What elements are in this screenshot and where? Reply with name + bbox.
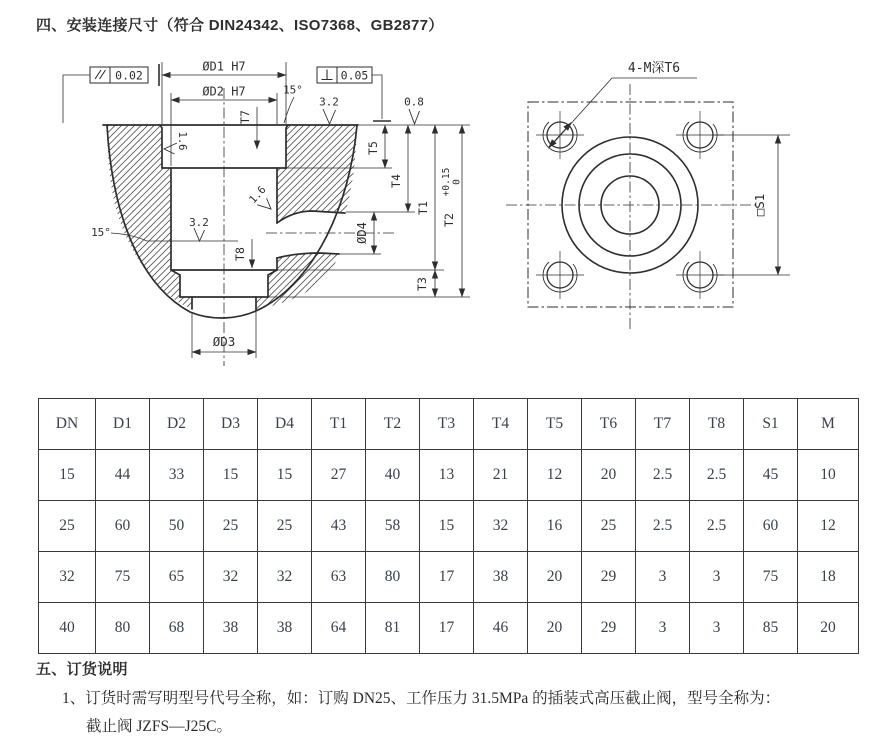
table-cell: 75 <box>744 552 798 603</box>
table-cell: 12 <box>798 501 859 552</box>
table-cell: 27 <box>312 450 366 501</box>
top-view-drawing <box>495 48 890 375</box>
table-cell: 2.5 <box>636 450 690 501</box>
label-ra32-top: 3.2 <box>319 95 339 109</box>
table-cell: 63 <box>312 552 366 603</box>
table-header-cell: S1 <box>744 399 798 450</box>
label-ra08: 0.8 <box>404 95 424 109</box>
label-ra16-b: 1.6 <box>246 183 269 207</box>
table-cell: 85 <box>744 603 798 654</box>
label-t3: T3 <box>415 277 429 291</box>
table-cell: 15 <box>204 450 258 501</box>
table-cell: 15 <box>258 450 312 501</box>
table-header-cell: T2 <box>366 399 420 450</box>
table-cell: 17 <box>420 603 474 654</box>
label-d2: ØD2 H7 <box>202 84 246 99</box>
table-cell: 40 <box>39 603 96 654</box>
table-row <box>39 603 859 654</box>
table-cell: 17 <box>420 552 474 603</box>
table-cell: 20 <box>798 603 859 654</box>
table-cell: 43 <box>312 501 366 552</box>
table-cell: 44 <box>96 450 150 501</box>
table-cell: 25 <box>258 501 312 552</box>
table-header-cell: T3 <box>420 399 474 450</box>
table-cell: 32 <box>474 501 528 552</box>
table-cell: 20 <box>528 552 582 603</box>
roughness-check-icon <box>323 109 336 124</box>
roughness-check-icon <box>409 109 420 124</box>
table-cell: 29 <box>582 603 636 654</box>
table-cell: 32 <box>258 552 312 603</box>
label-t4: T4 <box>389 174 403 188</box>
table-cell: 20 <box>582 450 636 501</box>
label-d3: ØD3 <box>212 334 236 349</box>
table-header-cell: D2 <box>150 399 204 450</box>
table-header-cell: M <box>798 399 859 450</box>
table-cell: 81 <box>366 603 420 654</box>
table-header-cell: D1 <box>96 399 150 450</box>
table-header-cell: DN <box>39 399 96 450</box>
section5-title: 五、订货说明 <box>36 661 128 678</box>
table-cell: 45 <box>744 450 798 501</box>
table-cell: 64 <box>312 603 366 654</box>
dimension-table <box>38 398 859 654</box>
table-cell: 50 <box>150 501 204 552</box>
table-cell: 38 <box>258 603 312 654</box>
label-t5: T5 <box>366 141 380 155</box>
table-cell: 38 <box>204 603 258 654</box>
table-header-cell: D3 <box>204 399 258 450</box>
table-cell: 2.5 <box>690 501 744 552</box>
table-cell: 38 <box>474 552 528 603</box>
table-cell: 18 <box>798 552 859 603</box>
order-note-line2: 截止阀 JZFS—J25C。 <box>86 718 232 735</box>
label-ra32-bottom: 3.2 <box>189 216 209 229</box>
table-cell: 12 <box>528 450 582 501</box>
table-cell: 21 <box>474 450 528 501</box>
table-cell: 65 <box>150 552 204 603</box>
roughness-check-icon <box>194 228 205 241</box>
section4-title: 四、安装连接尺寸（符合 DIN24342、ISO7368、GB2877） <box>36 17 444 34</box>
table-cell: 60 <box>96 501 150 552</box>
label-angle-bottom: 15° <box>91 226 111 239</box>
table-cell: 20 <box>528 603 582 654</box>
table-cell: 25 <box>204 501 258 552</box>
table-row <box>39 552 859 603</box>
label-ra16-a: 1.6 <box>176 131 188 151</box>
table-cell: 60 <box>744 501 798 552</box>
table-cell: 15 <box>420 501 474 552</box>
table-header-cell: T1 <box>312 399 366 450</box>
table-cell: 33 <box>150 450 204 501</box>
table-header-cell: T5 <box>528 399 582 450</box>
table-cell: 3 <box>636 552 690 603</box>
table-cell: 2.5 <box>690 450 744 501</box>
perpendicularity-tolerance-value: 0.05 <box>340 68 369 83</box>
table-cell: 32 <box>204 552 258 603</box>
label-d4: ØD4 <box>355 222 369 244</box>
table-header-cell: T6 <box>582 399 636 450</box>
table-cell: 29 <box>582 552 636 603</box>
label-t2-tolerance-upper: +0.15 <box>441 167 452 197</box>
table-row <box>39 450 859 501</box>
label-t2: T2 <box>442 213 456 227</box>
table-cell: 13 <box>420 450 474 501</box>
table-header-cell: T8 <box>690 399 744 450</box>
label-t1: T1 <box>416 201 430 215</box>
center-lines <box>506 84 757 330</box>
flatness-tolerance-value: 0.02 <box>115 68 143 83</box>
table-cell: 58 <box>366 501 420 552</box>
table-cell: 75 <box>96 552 150 603</box>
label-d1: ØD1 H7 <box>202 59 246 74</box>
label-t7: T7 <box>238 110 252 124</box>
table-header-cell: T4 <box>474 399 528 450</box>
table-cell: 32 <box>39 552 96 603</box>
table-cell: 15 <box>39 450 96 501</box>
table-cell: 25 <box>582 501 636 552</box>
table-cell: 68 <box>150 603 204 654</box>
label-bolt-callout: 4-M深T6 <box>627 61 681 76</box>
table-cell: 3 <box>690 603 744 654</box>
label-t2-tolerance-lower: 0 <box>451 179 463 185</box>
table-cell: 80 <box>366 552 420 603</box>
section-hatching <box>107 125 357 309</box>
table-header-cell: T7 <box>636 399 690 450</box>
roughness-check-icon <box>164 143 177 154</box>
table-cell: 10 <box>798 450 859 501</box>
table-cell: 16 <box>528 501 582 552</box>
table-header-cell: D4 <box>258 399 312 450</box>
table-cell: 25 <box>39 501 96 552</box>
table-row <box>39 501 859 552</box>
table-cell: 46 <box>474 603 528 654</box>
section-view-drawing <box>55 48 495 378</box>
table-cell: 80 <box>96 603 150 654</box>
label-angle-top: 15° <box>283 83 303 97</box>
label-s1: □S1 <box>752 193 767 217</box>
perpendicularity-tolerance-frame <box>317 67 372 83</box>
bolt-hole <box>536 251 584 299</box>
order-note-line1: 1、订货时需写明型号代号全称，如：订购 DN25、工作压力 31.5MPa 的插装式高压截止阀，型号全称为： <box>62 690 781 707</box>
table-cell: 3 <box>636 603 690 654</box>
table-cell: 3 <box>690 552 744 603</box>
parallelism-tolerance-frame <box>90 67 148 83</box>
table-header-row <box>39 399 859 450</box>
label-t8: T8 <box>233 247 247 261</box>
flange-outline <box>528 102 733 307</box>
table-cell: 2.5 <box>636 501 690 552</box>
table-cell: 40 <box>366 450 420 501</box>
